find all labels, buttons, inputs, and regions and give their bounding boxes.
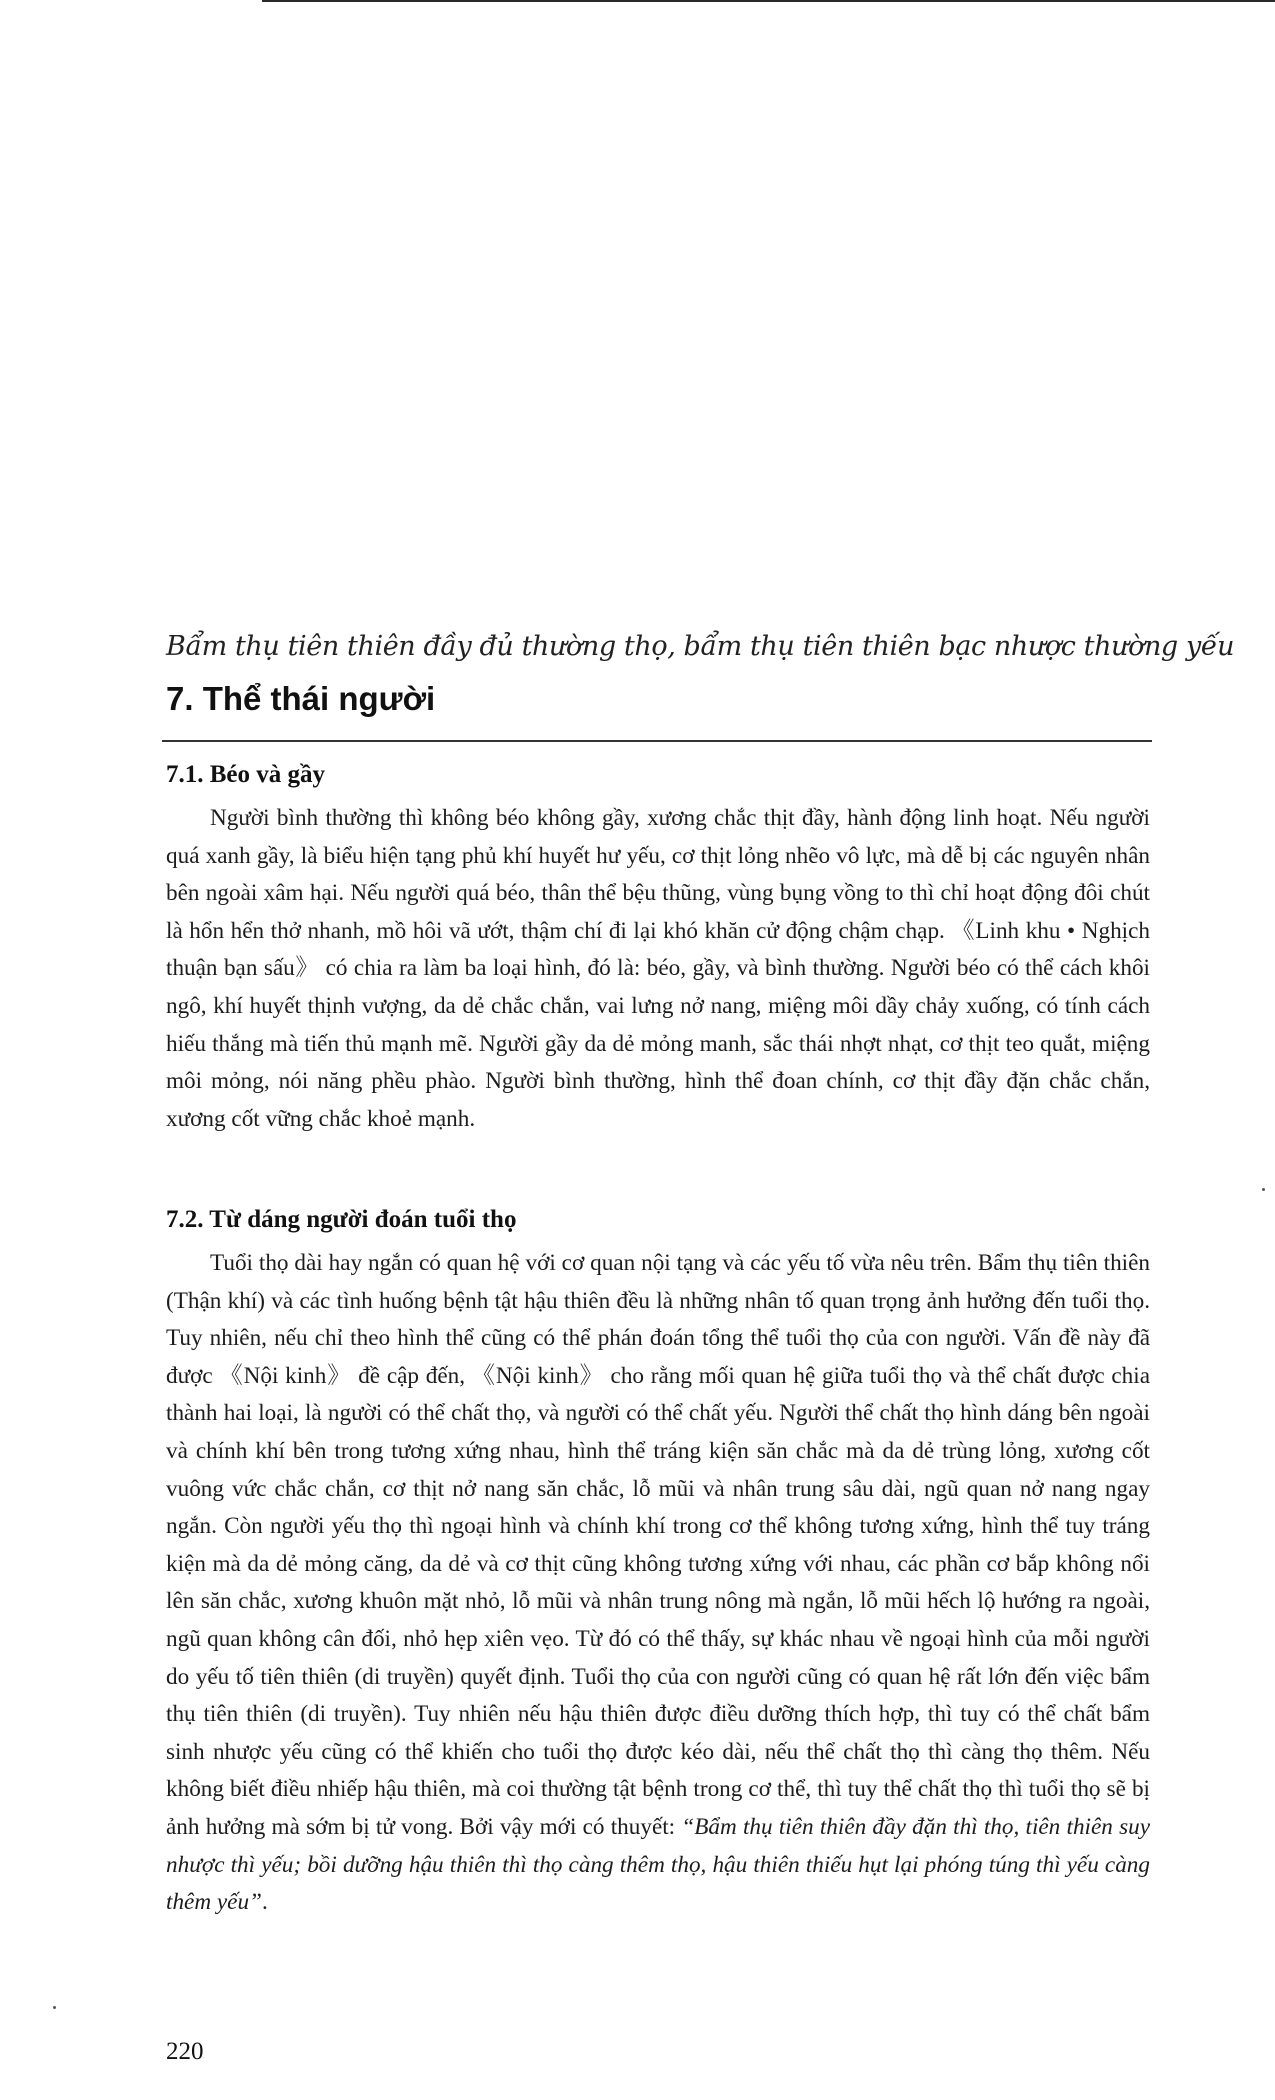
scan-speck: [1262, 1188, 1265, 1191]
section-paragraph-7-1: Người bình thường thì không béo không gầy, xương chắc thịt đầy, hành động linh hoạt. Nếu người quá xanh gầy, là biểu hiện tạng phủ khí huyết hư yếu, cơ thịt lỏng nhẽo vô lực, mà dễ bị các nguyên nhân bên ngoài xâm hại. Nếu người quá béo, thân thể bệu thũng, vùng bụng vồng to thì chỉ hoạt động đôi chút là hổn hển thở nhanh, mồ hôi vã ướt, thậm chí đi lại khó khăn cử động chậm chạp. 《Linh khu • Nghịch thuận bạn sấu》 có chia ra làm ba loại hình, đó là: béo, gầy, và bình thường. Người béo có thể cách khôi ngô, khí huyết thịnh vượng, da dẻ chắc chắn, vai lưng nở nang, miệng môi dầy chảy xuống, có tính cách hiếu thắng mà tiến thủ mạnh mẽ. Người gầy da dẻ mỏng manh, sắc thái nhợt nhạt, cơ thịt teo quắt, miệng môi mỏng, nói năng phều phào. Người bình thường, hình thể đoan chính, cơ thịt đầy đặn chắc chắn, xương cốt vững chắc khoẻ mạnh.: [166, 805, 1150, 1132]
paragraph-ending: .: [261, 1889, 268, 1916]
section-heading-7-1: 7.1. Béo và gầy: [166, 761, 326, 788]
page-number: 220: [166, 2038, 204, 2065]
running-header: Bẩm thụ tiên thiên đầy đủ thường thọ, bẩm thụ tiên thiên bạc nhược thường yếu: [166, 631, 1235, 662]
section-paragraph-7-2: [166, 1245, 1150, 1922]
scan-speck: [53, 2006, 56, 2009]
chapter-title: 7. Thể thái người: [166, 680, 436, 717]
top-border-line: [262, 0, 1275, 2]
title-divider: [162, 740, 1152, 742]
italic-quote: “Bẩm thụ tiên thiên đầy đặn thì thọ, tiên thiên suy nhược thì yếu; bồi dưỡng hậu thiên thì thọ càng thêm thọ, hậu thiên thiếu hụt lại phóng túng thì yếu càng thêm yếu”: [166, 1813, 1150, 1916]
section-heading-7-2: 7.2. Từ dáng người đoán tuổi thọ: [166, 1206, 517, 1233]
paragraph-body: Tuổi thọ dài hay ngắn có quan hệ với cơ quan nội tạng và các yếu tố vừa nêu trên. Bẩm thụ tiên thiên (Thận khí) và các tình huống bệnh tật hậu thiên đều là những nhân tố quan trọng ảnh hưởng đến tuổi thọ. Tuy nhiên, nếu chỉ theo hình thể cũng có thể phán đoán tổng thể tuổi thọ của con người. Vấn đề này đã được 《Nội kinh》 đề cập đến, 《Nội kinh》 cho rằng mối quan hệ giữa tuổi thọ và thể chất được chia thành hai loại, là người có thể chất thọ, và người có thể chất yếu. Người thể chất thọ hình dáng bên ngoài và chính khí bên trong tương xứng nhau, hình thể tráng kiện săn chắc mà da dẻ trùng lỏng, xương cốt vuông vức chắc chắn, cơ thịt nở nang săn chắc, lỗ mũi và nhân trung sâu dài, ngũ quan nở nang ngay ngắn. Còn người yếu thọ thì ngoại hình và chính khí trong cơ thể không tương xứng, hình thể tuy tráng kiện mà da dẻ mỏng căng, da dẻ và cơ thịt cũng không tương xứng với nhau, các phần cơ bắp không nổi lên săn chắc, xương khuôn mặt nhỏ, lỗ mũi và nhân trung nông mà ngắn, lỗ mũi hếch lộ hướng ra ngoài, ngũ quan không cân đối, nhỏ hẹp xiên vẹo. Từ đó có thể thấy, sự khác nhau về ngoại hình của mỗi người do yếu tố tiên thiên (di truyền) quyết định. Tuổi thọ của con người cũng có quan hệ rất lớn đến việc bẩm thụ tiên thiên (di truyền). Tuy nhiên nếu hậu thiên được điều dưỡng thích hợp, thì tuy có thể chất bẩm sinh nhược yếu cũng có thể khiến cho tuổi thọ được kéo dài, nếu thể chất thọ thì càng thọ thêm. Nếu không biết điều nhiếp hậu thiên, mà coi thường tật bệnh trong cơ thể, thì tuy thể chất thọ thì tuổi thọ sẽ bị ảnh hưởng mà sớm bị tử vong. Bởi vậy mới có thuyết:: [166, 1250, 1150, 1840]
